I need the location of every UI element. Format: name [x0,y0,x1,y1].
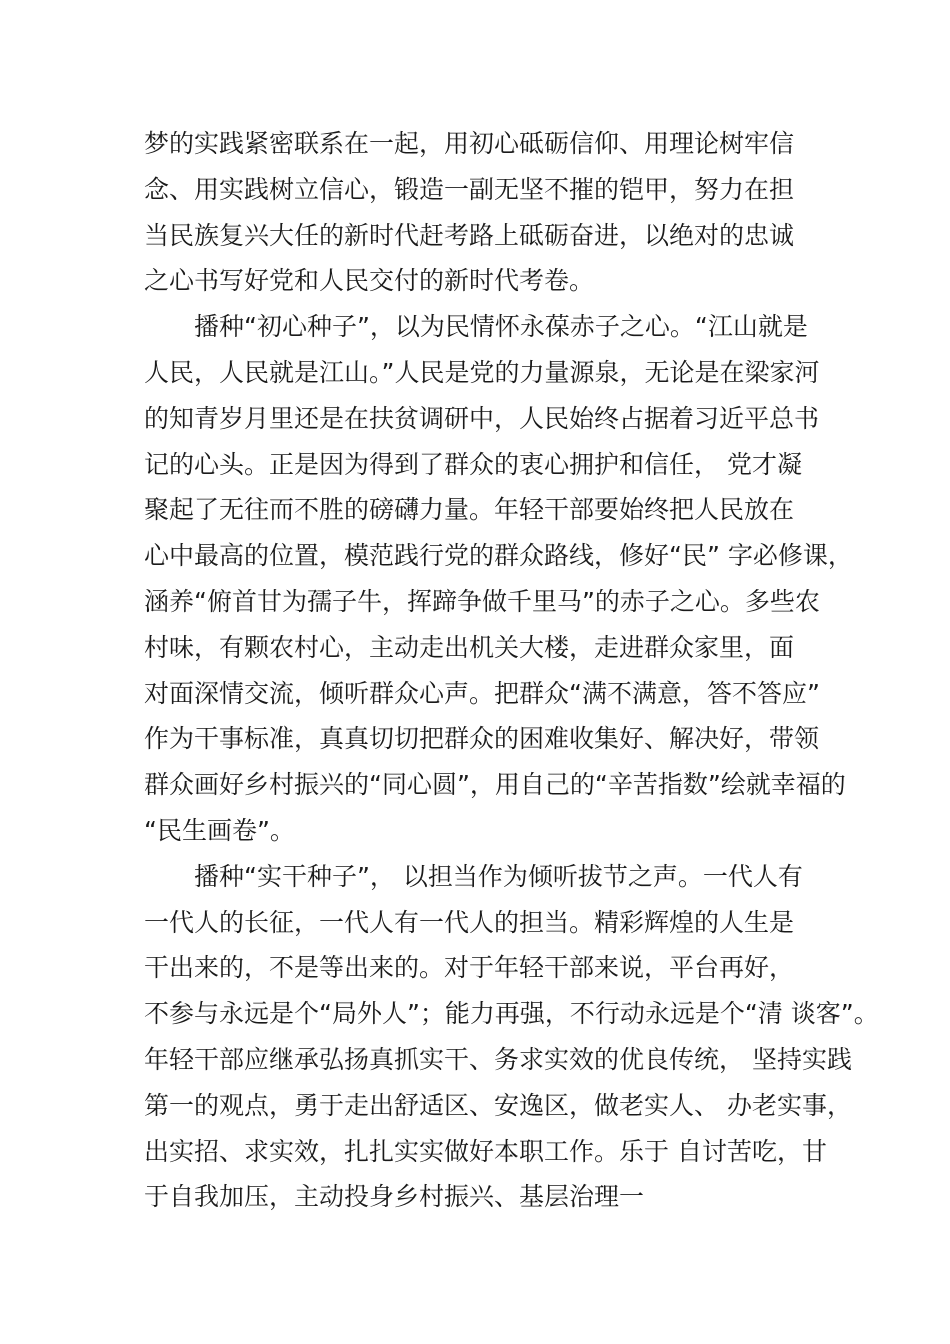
text-line: 一代人的长征，一代人有一代人的担当。精彩辉煌的人生是 [144,907,795,937]
text-line: 的知青岁月里还是在扶贫调研中，人民始终占据着习近平总书 [144,403,820,433]
paragraph-start-line: 播种“实干种子”， 以担当作为倾听拔节之声。一代人有 [194,861,803,891]
text-line: 群众画好乡村振兴的“同心圆”，用自己的“辛苦指数”绘就幸福的 [144,770,846,800]
text-line: 人民，人民就是江山。”人民是党的力量源泉，无论是在梁家河 [144,357,820,387]
text-line: 心中最高的位置，模范践行党的群众路线，修好“民” 字必修课， [144,541,853,571]
text-line: 念、用实践树立信心，锻造一副无坚不摧的铠甲，努力在担 [144,174,795,204]
text-line: 梦的实践紧密联系在一起，用初心砥砺信仰、用理论树牢信 [144,129,795,158]
text-line: 出实招、求实效，扎扎实实做好本职工作。乐于 自讨苦吃，甘 [144,1136,827,1166]
text-line: 不参与永远是个“局外人”；能力再强，不行动永远是个“清 谈客”。 [144,999,879,1029]
text-line: 之心书写好党和人民交付的新时代考卷。 [144,266,595,296]
text-line: 年轻干部应继承弘扬真抓实干、务求实效的优良传统， 坚持实践 [144,1044,852,1074]
text-line: 当民族复兴大任的新时代赶考路上砥砺奋进，以绝对的忠诚 [144,220,795,250]
text-line: 于自我加压，主动投身乡村振兴、基层治理一 [144,1182,645,1212]
text-line: 村味，有颗农村心，主动走出机关大楼，走进群众家里，面 [144,632,795,662]
paragraph-start-line: 播种“初心种子”，以为民情怀永葆赤子之心。“江山就是 [194,312,808,342]
text-line: “民生画卷”。 [144,815,295,845]
text-line: 对面深情交流，倾听群众心声。把群众“满不满意，答不答应” [144,678,820,708]
text-line: 作为干事标准，真真切切把群众的困难收集好、解决好，带领 [144,724,820,754]
text-line: 涵养“俯首甘为孺子牛，挥蹄争做千里马”的赤子之心。多些农 [144,586,820,616]
text-line: 第一的观点，勇于走出舒适区、安逸区，做老实人、 办老实事， [144,1090,852,1120]
text-line: 聚起了无往而不胜的磅礴力量。年轻干部要始终把人民放在 [144,495,795,525]
body-text [144,121,879,1220]
text-line: 记的心头。正是因为得到了群众的衷心拥护和信任， 党才凝 [144,449,802,479]
text-line: 干出来的，不是等出来的。对于年轻干部来说，平台再好， [144,953,795,983]
